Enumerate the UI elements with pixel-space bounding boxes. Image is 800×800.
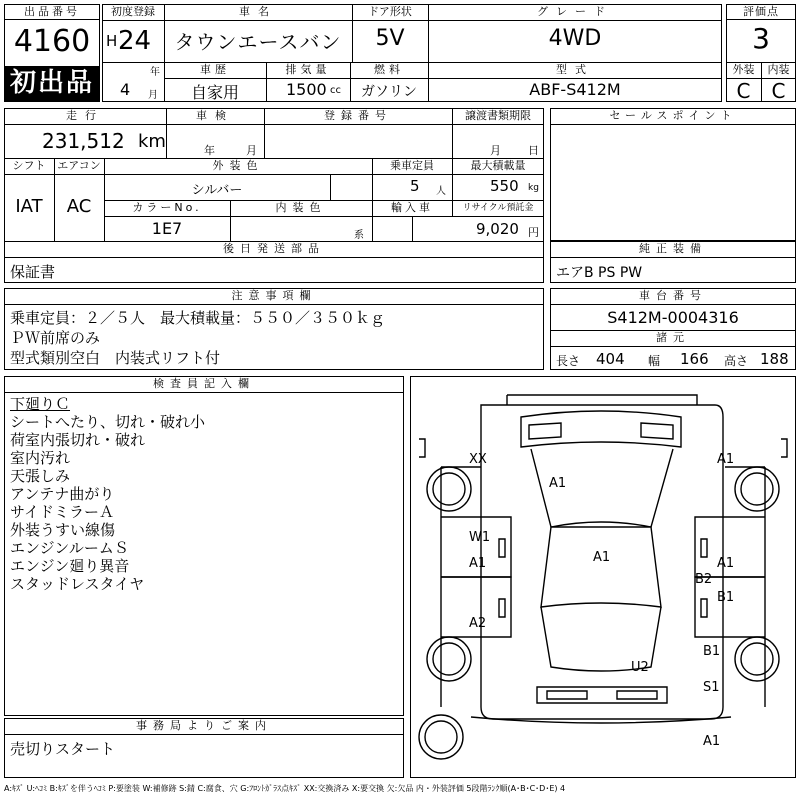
damage-mark: A2: [469, 616, 487, 631]
inspection-label: 車検: [196, 109, 234, 122]
first-reg-label: 初度登録: [111, 5, 155, 18]
length-value: 404: [596, 350, 625, 368]
car-name: タウンエースバン: [174, 30, 342, 54]
shift-label: シフト: [12, 159, 46, 172]
damage-mark: A1: [703, 734, 721, 749]
int-color-label: 内装色: [275, 201, 327, 214]
inspection-month-unit: 月: [246, 144, 257, 157]
sales-block: [550, 108, 796, 241]
damage-mark: S1: [703, 680, 720, 695]
transfer-day-unit: 日: [528, 144, 539, 157]
recycle-unit: 円: [528, 226, 539, 239]
factory-equip-label: 純正装備: [639, 242, 707, 255]
lot-label: 出品番号: [4, 4, 100, 20]
factory-equip-value: エアB PS PW: [556, 265, 643, 281]
grade-value: 4WD: [548, 26, 602, 51]
mileage-value: 231,512: [42, 129, 125, 153]
history-label: 車歴: [200, 63, 230, 76]
ext-color-label: 外装色: [212, 159, 264, 172]
ext-score: C: [736, 79, 751, 103]
inspector-line: 室内汚れ: [10, 449, 71, 467]
damage-diagram: [410, 376, 796, 778]
width-label: 幅: [648, 354, 661, 368]
first-listing-badge: 初出品: [5, 66, 99, 101]
damage-mark: A1: [593, 550, 611, 565]
first-reg-year-unit: 年: [150, 67, 160, 78]
max-load-label: 最大積載量: [470, 159, 526, 172]
capacity-value: 5: [410, 177, 420, 195]
chassis-label: 車台番号: [639, 289, 707, 302]
chassis-value: S412M-0004316: [607, 308, 739, 327]
color-no-label: カラーNo.: [132, 201, 202, 214]
inspector-line: 外装うすい線傷: [10, 521, 116, 539]
door-value: 5V: [375, 26, 405, 51]
lot-number: 4160: [13, 24, 91, 59]
mileage-unit: km: [138, 131, 166, 152]
dims-label: 諸元: [656, 331, 690, 344]
first-reg-month: 4: [120, 80, 131, 99]
ext-score-label: 外装: [732, 63, 755, 76]
later-parts-label: 後日発送部品: [223, 242, 325, 255]
mileage-label: 走行: [66, 109, 104, 122]
int-score: C: [771, 79, 786, 103]
damage-mark: U2: [631, 660, 649, 675]
capacity-label: 乗車定員: [390, 159, 434, 172]
notes-line-1: 乗車定員：２／５人 最大積載量：５５０／３５０ｋｇ: [10, 309, 386, 327]
shift-value: IAT: [15, 196, 43, 217]
color-no-value: 1E7: [151, 219, 183, 238]
length-label: 長さ: [556, 354, 581, 368]
office-value: 売切りスタート: [10, 740, 116, 758]
damage-mark: W1: [469, 530, 491, 545]
damage-mark: A1: [549, 476, 567, 491]
inspector-notes: [10, 395, 205, 593]
first-reg-year: 24: [118, 26, 152, 56]
legend: A:ｷｽﾞ U:ﾍｺﾐ B:ｷｽﾞを伴うﾍｺﾐ P:要塗装 W:補修跡 S:錆 C:腐食、穴 G:ﾌﾛﾝﾄｶﾞﾗｽ点ｷｽﾞ XX:交換済み X:要交換 欠:欠品 内・外装評価 5段階ﾗﾝｸ順(A･B･C･D･E) 4: [4, 784, 566, 793]
import-label: 輸入車: [391, 201, 433, 214]
damage-mark: B1: [703, 644, 721, 659]
car-diagram-svg: [411, 377, 795, 777]
damage-mark: B2: [695, 572, 713, 587]
fuel-value: ガソリン: [361, 84, 417, 100]
ac-label: エアコン: [57, 159, 101, 172]
displacement-unit: cc: [330, 85, 341, 96]
inspector-line: 天張しみ: [10, 467, 71, 485]
transfer-month-unit: 月: [490, 144, 501, 157]
damage-mark: A1: [717, 556, 735, 571]
inspection-year-unit: 年: [204, 144, 215, 157]
damage-mark: A1: [717, 452, 735, 467]
inspector-line: エンジン廻り異音: [10, 557, 130, 575]
first-reg-era: H: [106, 32, 118, 50]
damage-mark: B1: [717, 590, 735, 605]
first-reg-month-unit: 月: [148, 90, 158, 101]
later-parts-box: [4, 257, 544, 283]
inspector-line: スタッドレスタイヤ: [10, 575, 145, 593]
height-label: 高さ: [724, 354, 749, 368]
ac-value: AC: [66, 196, 92, 217]
model-label: 型式: [556, 63, 594, 76]
displacement-label: 排気量: [285, 63, 331, 76]
score-value: 3: [752, 22, 770, 55]
capacity-unit: 人: [436, 186, 446, 197]
displacement-value: 1500: [286, 80, 327, 99]
notes-line-2: ＰＷ前席のみ: [10, 329, 101, 347]
grade-label: グレード: [537, 5, 613, 18]
max-load-unit: kg: [528, 183, 539, 193]
height-value: 188: [760, 350, 789, 368]
history-value: 自家用: [190, 83, 239, 102]
transfer-label: 譲渡書類期限: [465, 109, 531, 122]
reg-no-label: 登録番号: [324, 109, 392, 122]
inspector-line: エンジンルームＳ: [10, 539, 129, 557]
int-color-unit: 系: [354, 230, 364, 241]
notes-line-3: 型式類別空白 内装式リフト付: [10, 349, 221, 367]
inspector-line: 荷室内張切れ・破れ: [10, 431, 146, 449]
model-value: ABF-S412M: [529, 80, 621, 99]
inspector-line: アンテナ曲がり: [10, 485, 115, 503]
car-name-label: 車名: [239, 5, 277, 18]
max-load-value: 550: [490, 177, 519, 195]
inspector-line: 下廻りＣ: [10, 395, 71, 413]
inspector-line: シートへたり、切れ・破れ小: [10, 413, 206, 431]
inspector-label: 検査員記入欄: [4, 376, 404, 393]
office-label: 事務局よりご案内: [4, 718, 404, 735]
damage-mark: XX: [469, 452, 487, 467]
width-value: 166: [680, 350, 709, 368]
inspector-line: サイドミラーＡ: [10, 503, 114, 521]
score-label: 評価点: [726, 4, 796, 20]
notes-label: 注意事項欄: [4, 288, 544, 305]
recycle-label: リサイクル預託金: [462, 203, 534, 213]
door-label: ドア形状: [368, 5, 412, 18]
sales-label: セールスポイント: [550, 108, 796, 125]
later-parts-value: 保証書: [10, 263, 56, 281]
int-score-label: 内装: [767, 63, 790, 76]
fuel-label: 燃料: [374, 63, 404, 76]
damage-mark: A1: [469, 556, 487, 571]
recycle-value: 9,020: [476, 220, 519, 238]
ext-color-value: シルバー: [191, 183, 243, 198]
